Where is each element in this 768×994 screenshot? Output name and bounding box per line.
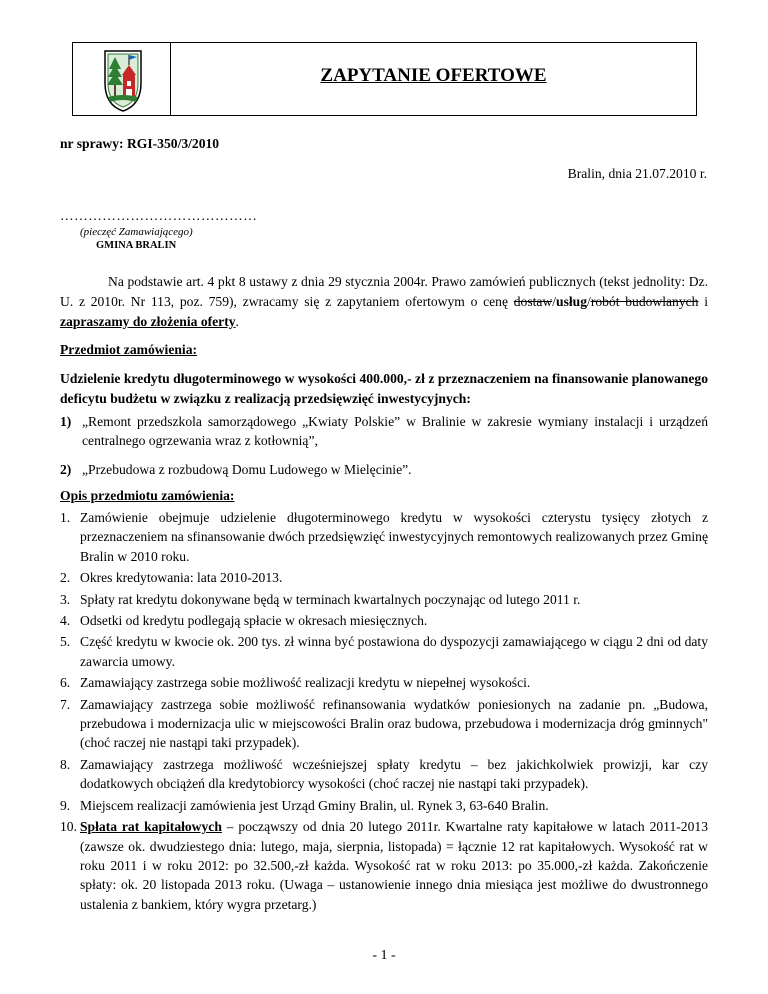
stamp-name: GMINA BRALIN — [96, 240, 177, 251]
subject-heading: Przedmiot zamówienia: — [60, 342, 198, 357]
list-item: 9. Miejscem realizacji zamówienia jest Urząd Gminy Bralin, ul. Rynek 3, 63-640 Bralin. — [60, 797, 549, 813]
list-item: 2. Okres kredytowania: lata 2010-2013. — [60, 570, 283, 586]
place-date: Bralin, dnia 21.07.2010 r. — [567, 166, 707, 181]
description-heading: Opis przedmiotu zamówienia: — [60, 488, 235, 503]
list-item: 7. Zamawiający zastrzega sobie możliwość refinansowania wydatków poniesionych na zadanie pn. „Budowa, przebudowa i modernizacja ulic w miejscowości Bralin oraz budowa, przebudowa i modernizacja dróg gminnych" (choć raczej nie nastąpi taki przypadek). — [60, 696, 708, 751]
list-item: 1. Zamówienie obejmuje udzielenie długoterminowego kredytu w wysokości czterystu tysięcy złotych z przeznaczeniem na sfinansowanie dwóch przedsięwzięć inwestycyjnych remontowych realizowanych przez Gminę Bralin w 2010 roku. — [60, 510, 708, 564]
list-item: 6. Zamawiający zastrzega sobie możliwość realizacji kredytu w niepełnej wysokości. — [60, 675, 531, 691]
list-item: 1) „Remont przedszkola samorządowego „Kwiaty Polskie” w Bralinie w zakresie wymiany instalacji i urządzeń centralnego ogrzewania wraz z kotłownią”, — [60, 414, 708, 449]
page-number: - 1 - — [372, 948, 396, 963]
description-list — [60, 508, 708, 916]
subject-list — [60, 412, 708, 481]
list-item: 4. Odsetki od kredytu podlegają spłacie w okresach miesięcznych. — [60, 613, 428, 629]
stamp-dots: …………………………………… — [60, 208, 258, 223]
case-number: nr sprawy: RGI-350/3/2010 — [60, 136, 220, 151]
page-title: ZAPYTANIE OFERTOWE — [320, 65, 547, 86]
coat-of-arms-icon — [81, 47, 163, 113]
list-item: 8. Zamawiający zastrzega możliwość wcześniejszej spłaty kredytu – bez jakichkolwiek prowizji, kar czy dodatkowych obciążeń dla kredytobiorcy wysokości (choć raczej nie nastąpi taki przypadek). — [60, 756, 708, 792]
stamp-label: (pieczęć Zamawiającego) — [80, 226, 193, 238]
intro-paragraph: Na podstawie art. 4 pkt 8 ustawy z dnia 29 stycznia 2004r. Prawo zamówień publicznych (tekst jednolity: Dz. U. z 2010r. Nr 113, poz. 759), zwracamy się z zapytaniem ofertowym o cenę dostaw/usług/robót budowlanych i zapraszamy do złożenia oferty. — [60, 274, 708, 329]
list-item: 2) „Przebudowa z rozbudową Domu Ludowego w Mielęcinie”. — [60, 461, 412, 477]
list-item: 5. Część kredytu w kwocie ok. 200 tys. zł winna być postawiona do dyspozycji zamawiającego w ciągu 2 dni od daty zawarcia umowy. — [60, 634, 708, 669]
header-box — [72, 42, 697, 116]
subject-lead: Udzielenie kredytu długoterminowego w wysokości 400.000,- zł z przeznaczeniem na finansowanie planowanego deficytu budżetu w związku z realizacją przedsięwzięć inwestycyjnych: — [60, 371, 708, 406]
list-item: 3. Spłaty rat kredytu dokonywane będą w terminach kwartalnych poczynając od lutego 2011 r. — [60, 591, 581, 607]
list-item: 10. Spłata rat kapitałowych – począwszy od dnia 20 lutego 2011r. Kwartalne raty kapitałowe w latach 2011-2013 (zawsze ok. dwudziestego dnia: lutego, maja, sierpnia, listopada) = łącznie 12 rat kapitałowych. Wysokość rat w roku 2011 i w roku 2012: po 32.500,-zł każda. Wysokość rat w roku 2013: po 35.000,-zł każda. Zakończenie spłaty: ok. 20 listopada 2013 roku. (Uwaga – ustanowienie innego dnia miesiąca jest możliwe do dwustronnego ustalenia z bankiem, który wygra przetarg.) — [60, 819, 708, 912]
